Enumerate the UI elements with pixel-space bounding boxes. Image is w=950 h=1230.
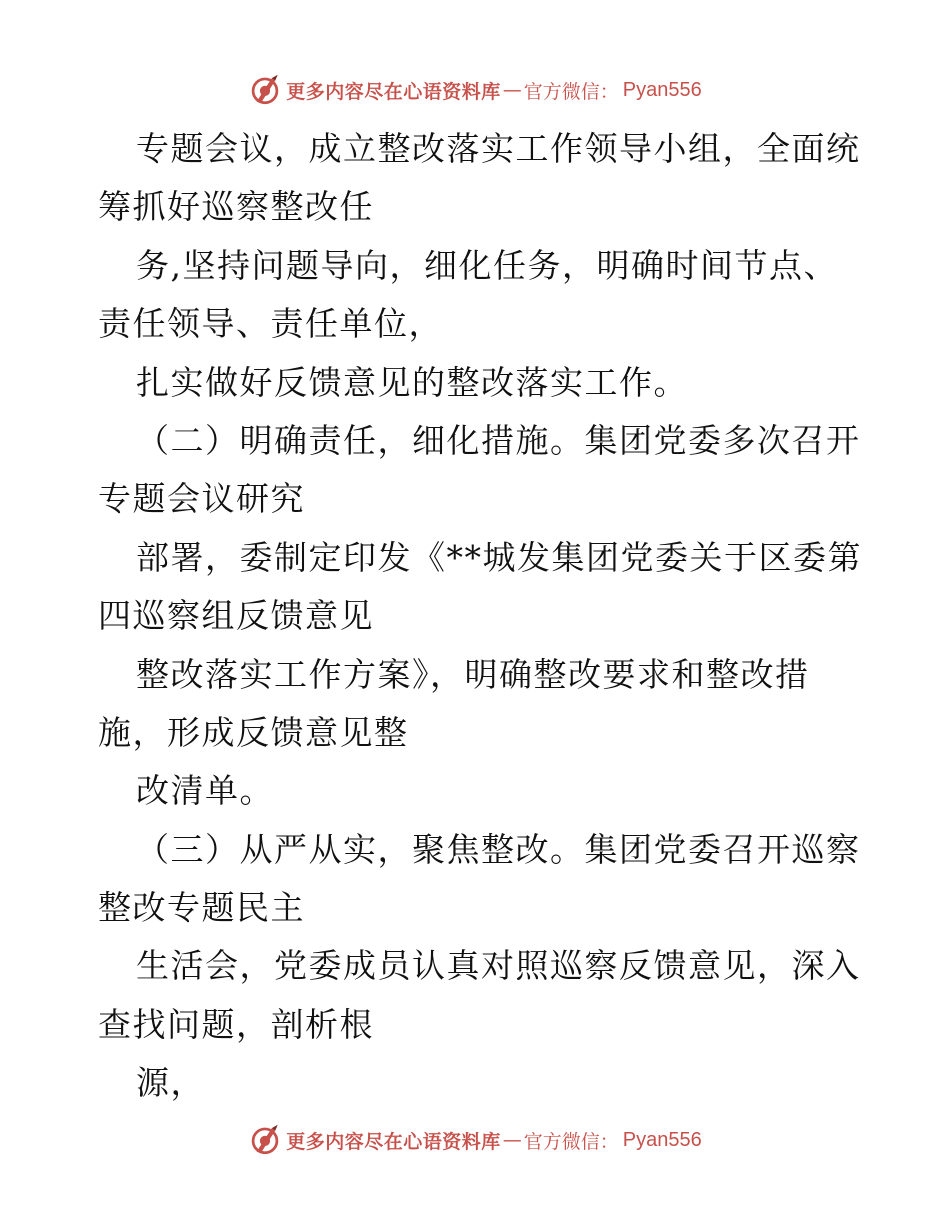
text-line: 筹抓好巡察整改任 xyxy=(98,187,374,227)
banner-wechat-id: Pyan556 xyxy=(622,1128,702,1151)
section-heading-line: （二）明确责任，细化措施。集团党委多次召开 xyxy=(136,420,861,460)
text-line: 改清单。 xyxy=(136,771,274,811)
text-line: 责任领导、责任单位， xyxy=(98,304,443,344)
text-line: 专题会议，成立整改落实工作领导小组，全面统 xyxy=(136,129,861,168)
text-line: 整改落实工作方案》，明确整改要求和整改措 xyxy=(136,654,810,694)
banner-official-label: 官方微信： xyxy=(523,1130,619,1153)
header-watermark-banner xyxy=(0,70,950,110)
text-line: 部署，委制定印发《**城发集团党委关于区委第 xyxy=(136,537,862,577)
text-line: 施，形成反馈意见整 xyxy=(98,712,409,752)
banner-separator: — xyxy=(502,1129,522,1151)
footer-watermark-banner xyxy=(0,1120,950,1160)
text-line: 整改专题民主 xyxy=(98,888,305,928)
quill-circle-logo-icon xyxy=(248,1123,282,1157)
banner-text: 更多内容尽在心语资料库 xyxy=(286,80,501,103)
text-line: 源， xyxy=(136,1063,205,1103)
text-line: 扎实做好反馈意见的整改落实工作。 xyxy=(136,362,688,402)
document-body xyxy=(98,120,868,1113)
banner-text: 更多内容尽在心语资料库 xyxy=(286,1130,501,1153)
text-line: 务,坚持问题导向，细化任务，明确时间节点、 xyxy=(136,245,838,285)
section-heading-line: （三）从严从实，聚焦整改。集团党委召开巡察 xyxy=(136,829,861,869)
banner-separator: — xyxy=(502,79,522,101)
text-line: 生活会，党委成员认真对照巡察反馈意见，深入 xyxy=(136,946,861,986)
text-line: 专题会议研究 xyxy=(98,479,305,519)
quill-circle-logo-icon xyxy=(248,73,282,107)
banner-official-label: 官方微信： xyxy=(523,80,619,103)
banner-wechat-id: Pyan556 xyxy=(622,78,702,101)
text-line: 四巡察组反馈意见 xyxy=(98,596,374,636)
text-line: 查找问题，剖析根 xyxy=(98,1004,374,1044)
